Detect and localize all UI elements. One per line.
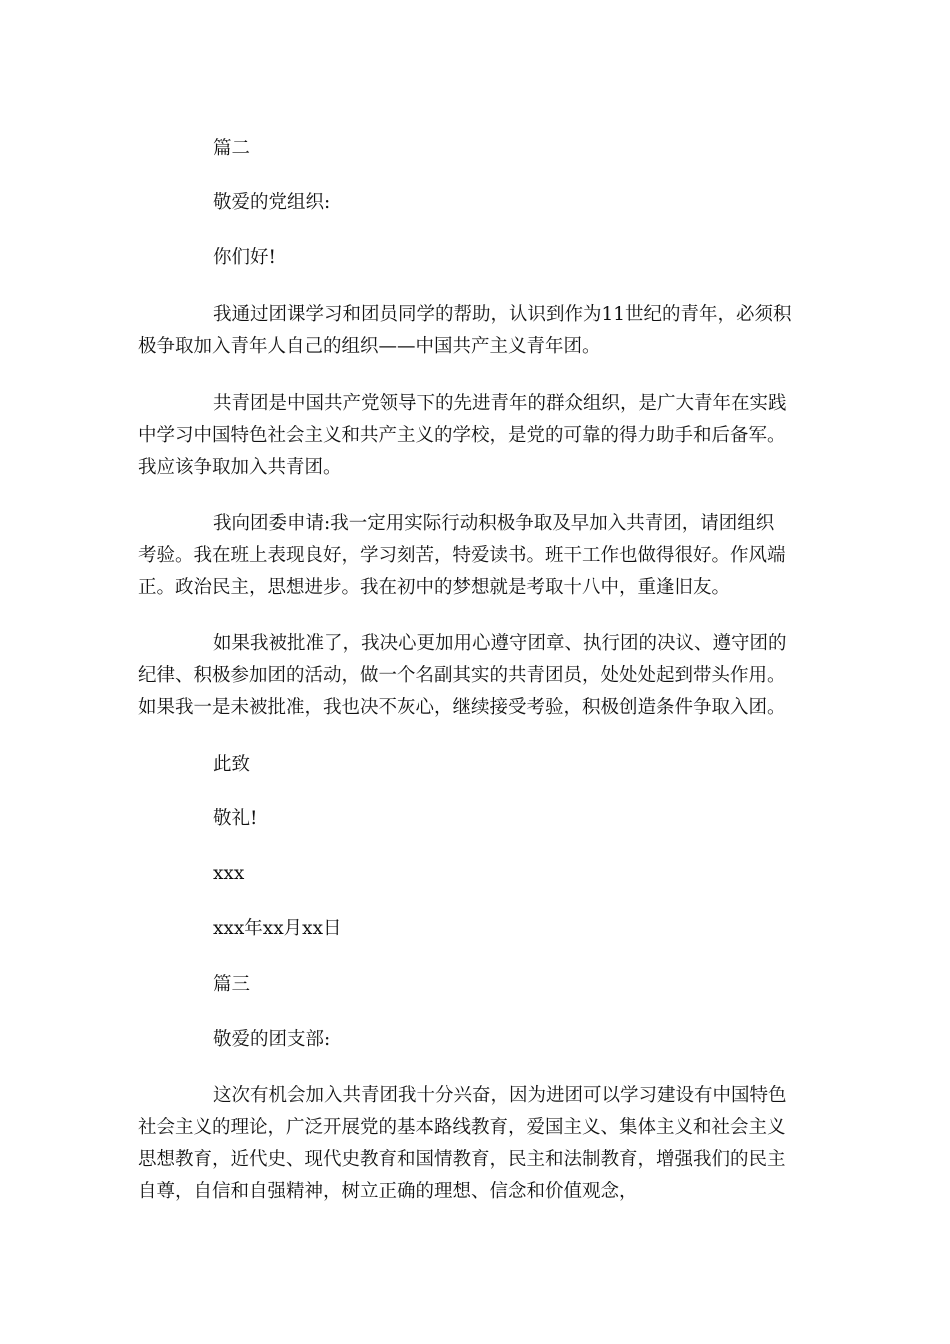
paragraph-line: 如果我一是未被批准，我也决不灰心，继续接受考验，积极创造条件争取入团。 [138, 697, 786, 718]
paragraph-line: 纪律、积极参加团的活动，做一个名副其实的共青团员，处处处起到带头作用。 [138, 665, 786, 686]
paragraph-line: 我应该争取加入共青团。 [138, 457, 342, 478]
paragraph-line: 共青团是中国共产党领导下的先进青年的群众组织，是广大青年在实践 [213, 393, 787, 414]
closing-line: 敬礼! [213, 808, 258, 829]
paragraph-line: 我向团委申请:我一定用实际行动积极争取及早加入共青团，请团组织 [213, 513, 775, 534]
paragraph-line: 我通过团课学习和团员同学的帮助，认识到作为11世纪的青年，必须积 [213, 304, 792, 325]
date: xxx年xx月xx日 [213, 918, 342, 939]
paragraph-line: 社会主义的理论，广泛开展党的基本路线教育，爱国主义、集体主义和社会主义 [138, 1117, 786, 1138]
section-heading: 篇二 [213, 138, 251, 159]
section-heading: 篇三 [213, 974, 251, 995]
paragraph-line: 极争取加入青年人自己的组织——中国共产主义青年团。 [138, 336, 601, 357]
paragraph-line: 中学习中国特色社会主义和共产主义的学校，是党的可靠的得力助手和后备军。 [138, 425, 786, 446]
paragraph-line: 这次有机会加入共青团我十分兴奋，因为进团可以学习建设有中国特色 [213, 1085, 787, 1106]
salutation: 敬爱的团支部: [213, 1029, 331, 1050]
salutation: 敬爱的党组织: [213, 192, 331, 213]
signature: xxx [213, 863, 245, 884]
greeting: 你们好! [213, 247, 276, 268]
paragraph-line: 自尊，自信和自强精神，树立正确的理想、信念和价值观念， [138, 1181, 638, 1202]
paragraph-line: 如果我被批准了，我决心更加用心遵守团章、执行团的决议、遵守团的 [213, 633, 787, 654]
paragraph-line: 正。政治民主，思想进步。我在初中的梦想就是考取十八中，重逢旧友。 [138, 577, 731, 598]
paragraph-line: 考验。我在班上表现良好，学习刻苦，特爱读书。班干工作也做得很好。作风端 [138, 545, 786, 566]
paragraph-line: 思想教育，近代史、现代史教育和国情教育，民主和法制教育，增强我们的民主 [138, 1149, 786, 1170]
closing-line: 此致 [213, 754, 251, 775]
